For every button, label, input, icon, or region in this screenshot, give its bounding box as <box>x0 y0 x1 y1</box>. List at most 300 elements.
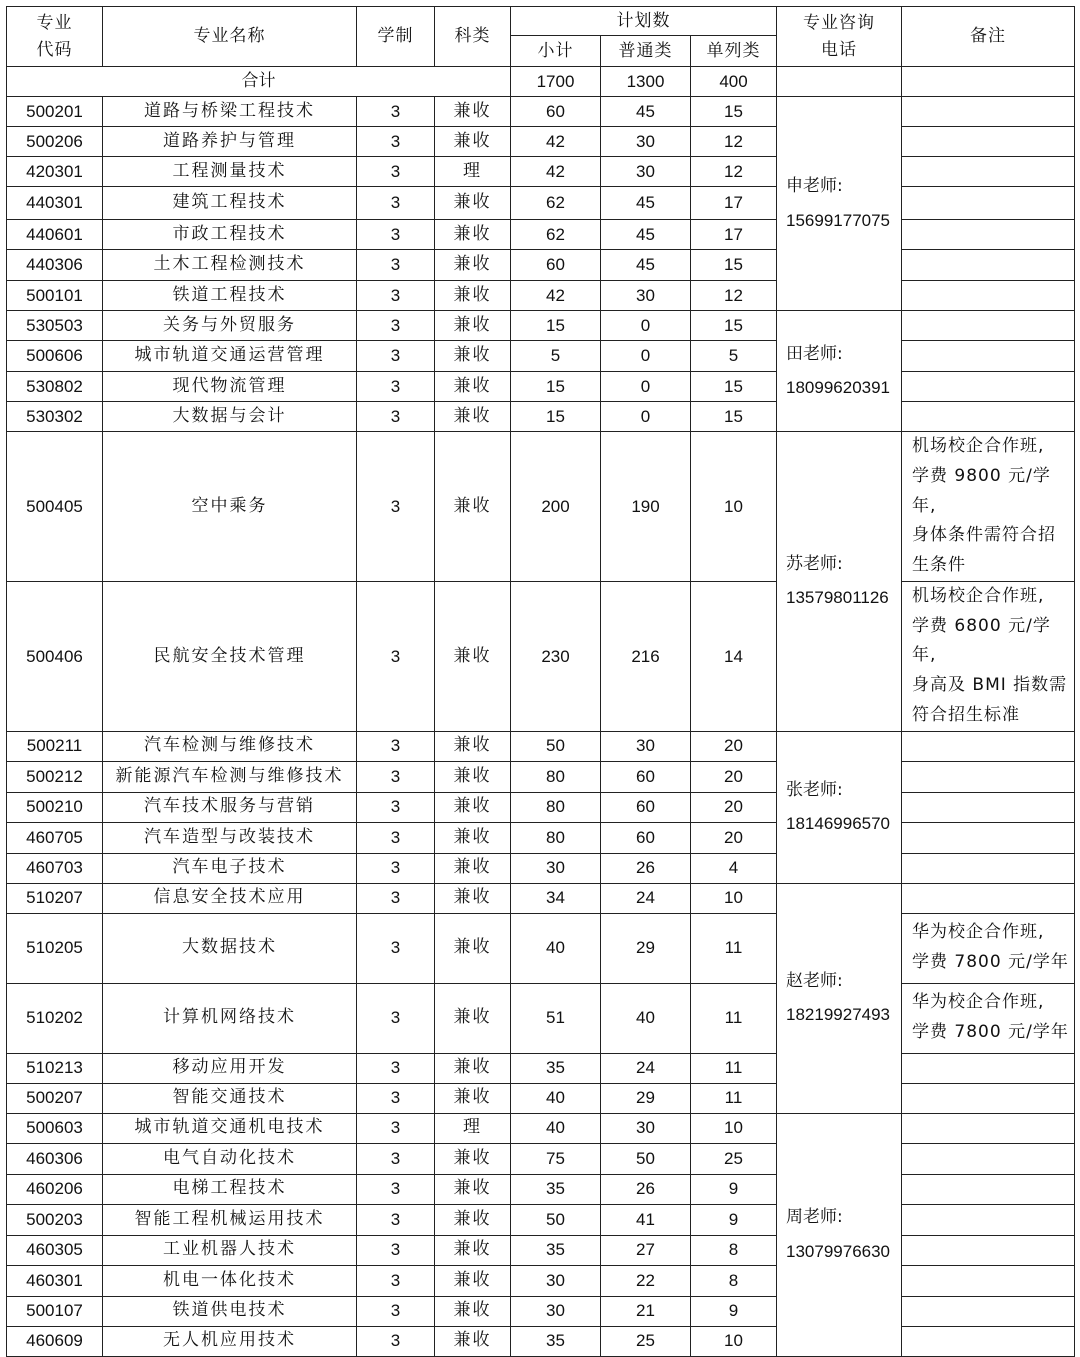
plan-regular: 60 <box>601 792 691 822</box>
major-code: 500203 <box>7 1204 103 1235</box>
duration: 3 <box>357 581 435 731</box>
remark-cell <box>902 822 1075 853</box>
table-row <box>7 1143 1075 1174</box>
contact-teacher: 周老师: <box>786 1207 843 1228</box>
major-code: 500201 <box>7 97 103 127</box>
category: 兼收 <box>435 187 511 220</box>
remark-cell <box>902 432 1075 582</box>
total-regular: 1300 <box>601 67 691 97</box>
major-name: 道路与桥梁工程技术 <box>103 97 357 127</box>
contact-cell <box>777 731 902 883</box>
plan-single: 20 <box>691 761 777 792</box>
major-code: 500101 <box>7 281 103 311</box>
duration: 3 <box>357 1143 435 1174</box>
plan-single: 17 <box>691 187 777 220</box>
major-name: 铁道工程技术 <box>103 281 357 311</box>
remark-cell <box>902 402 1075 432</box>
plan-subtotal: 80 <box>511 761 601 792</box>
plan-regular: 190 <box>601 432 691 582</box>
major-name: 铁道供电技术 <box>103 1296 357 1326</box>
contact-teacher: 田老师: <box>786 343 843 364</box>
plan-regular: 40 <box>601 983 691 1053</box>
category: 兼收 <box>435 1083 511 1113</box>
plan-regular: 24 <box>601 883 691 913</box>
category: 兼收 <box>435 402 511 432</box>
plan-regular: 22 <box>601 1265 691 1296</box>
major-name: 智能交通技术 <box>103 1083 357 1113</box>
plan-regular: 24 <box>601 1053 691 1083</box>
category: 兼收 <box>435 853 511 883</box>
major-code: 460705 <box>7 822 103 853</box>
plan-single: 25 <box>691 1143 777 1174</box>
major-code: 530802 <box>7 372 103 402</box>
header-regular: 普通类 <box>601 36 691 67</box>
remark-cell <box>902 1053 1075 1083</box>
plan-single: 5 <box>691 341 777 372</box>
major-name: 汽车技术服务与营销 <box>103 792 357 822</box>
header-plan: 计划数 <box>511 7 777 36</box>
plan-subtotal: 30 <box>511 1265 601 1296</box>
duration: 3 <box>357 1083 435 1113</box>
contact-cell <box>777 311 902 432</box>
plan-subtotal: 75 <box>511 1143 601 1174</box>
plan-regular: 21 <box>601 1296 691 1326</box>
plan-single: 15 <box>691 311 777 341</box>
contact-teacher: 张老师: <box>786 779 843 800</box>
plan-single: 15 <box>691 372 777 402</box>
duration: 3 <box>357 853 435 883</box>
plan-single: 10 <box>691 883 777 913</box>
major-code: 500603 <box>7 1113 103 1143</box>
category: 兼收 <box>435 1326 511 1356</box>
plan-single: 15 <box>691 402 777 432</box>
category: 兼收 <box>435 822 511 853</box>
plan-subtotal: 30 <box>511 853 601 883</box>
category: 兼收 <box>435 581 511 731</box>
header-single: 单列类 <box>691 36 777 67</box>
duration: 3 <box>357 372 435 402</box>
major-name: 信息安全技术应用 <box>103 883 357 913</box>
table-row <box>7 281 1075 311</box>
total-single: 400 <box>691 67 777 97</box>
duration: 3 <box>357 127 435 157</box>
major-name: 计算机网络技术 <box>103 983 357 1053</box>
table-row <box>7 187 1075 220</box>
category: 兼收 <box>435 1235 511 1265</box>
major-name: 大数据技术 <box>103 913 357 983</box>
plan-regular: 45 <box>601 187 691 220</box>
total-subtotal: 1700 <box>511 67 601 97</box>
plan-single: 9 <box>691 1204 777 1235</box>
plan-regular: 216 <box>601 581 691 731</box>
duration: 3 <box>357 913 435 983</box>
major-code: 460305 <box>7 1235 103 1265</box>
contact-cell <box>777 97 902 311</box>
remark-line: 学费 9800 元/学年, <box>912 465 1051 516</box>
remark-cell <box>902 372 1075 402</box>
remark-line: 生条件 <box>912 555 967 575</box>
table-row <box>7 341 1075 372</box>
duration: 3 <box>357 250 435 281</box>
plan-regular: 26 <box>601 853 691 883</box>
plan-single: 9 <box>691 1174 777 1204</box>
table-row <box>7 883 1075 913</box>
plan-subtotal: 15 <box>511 402 601 432</box>
major-code: 420301 <box>7 157 103 187</box>
major-name: 无人机应用技术 <box>103 1326 357 1356</box>
remark-cell <box>902 311 1075 341</box>
remark-cell <box>902 1296 1075 1326</box>
plan-subtotal: 51 <box>511 983 601 1053</box>
header-code: 专业 代码 <box>7 7 103 67</box>
plan-subtotal: 60 <box>511 250 601 281</box>
plan-single: 20 <box>691 822 777 853</box>
category: 兼收 <box>435 1204 511 1235</box>
duration: 3 <box>357 1326 435 1356</box>
contact-phone: 15699177075 <box>786 210 891 230</box>
table-row <box>7 127 1075 157</box>
major-name: 移动应用开发 <box>103 1053 357 1083</box>
plan-subtotal: 40 <box>511 1113 601 1143</box>
remark-cell <box>902 1083 1075 1113</box>
plan-subtotal: 35 <box>511 1235 601 1265</box>
duration: 3 <box>357 983 435 1053</box>
plan-regular: 27 <box>601 1235 691 1265</box>
category: 理 <box>435 1113 511 1143</box>
category: 理 <box>435 157 511 187</box>
plan-regular: 30 <box>601 731 691 761</box>
plan-subtotal: 230 <box>511 581 601 731</box>
duration: 3 <box>357 1053 435 1083</box>
duration: 3 <box>357 792 435 822</box>
category: 兼收 <box>435 731 511 761</box>
major-name: 工业机器人技术 <box>103 1235 357 1265</box>
plan-subtotal: 80 <box>511 822 601 853</box>
plan-single: 20 <box>691 792 777 822</box>
table-row <box>7 1326 1075 1356</box>
plan-subtotal: 30 <box>511 1296 601 1326</box>
major-name: 土木工程检测技术 <box>103 250 357 281</box>
contact-phone: 13579801126 <box>786 588 889 608</box>
remark-cell <box>902 220 1075 250</box>
major-name: 空中乘务 <box>103 432 357 582</box>
table-row <box>7 311 1075 341</box>
table-row <box>7 731 1075 761</box>
plan-single: 12 <box>691 127 777 157</box>
category: 兼收 <box>435 1053 511 1083</box>
major-code: 500405 <box>7 432 103 582</box>
plan-regular: 50 <box>601 1143 691 1174</box>
table-row <box>7 1204 1075 1235</box>
remark-cell <box>902 187 1075 220</box>
major-name: 新能源汽车检测与维修技术 <box>103 761 357 792</box>
remark-line: 机场校企合作班, <box>912 585 1045 606</box>
major-name: 智能工程机械运用技术 <box>103 1204 357 1235</box>
plan-subtotal: 40 <box>511 913 601 983</box>
contact-phone: 18219927493 <box>786 1005 891 1024</box>
table-row <box>7 220 1075 250</box>
plan-single: 8 <box>691 1265 777 1296</box>
duration: 3 <box>357 281 435 311</box>
plan-regular: 26 <box>601 1174 691 1204</box>
plan-subtotal: 5 <box>511 341 601 372</box>
major-name: 大数据与会计 <box>103 402 357 432</box>
table-row <box>7 983 1075 1053</box>
contact-teacher: 苏老师: <box>786 554 843 575</box>
duration: 3 <box>357 822 435 853</box>
duration: 3 <box>357 402 435 432</box>
duration: 3 <box>357 731 435 761</box>
header-name: 专业名称 <box>103 7 357 67</box>
plan-single: 20 <box>691 731 777 761</box>
plan-single: 11 <box>691 913 777 983</box>
plan-regular: 30 <box>601 281 691 311</box>
plan-regular: 45 <box>601 250 691 281</box>
plan-regular: 0 <box>601 402 691 432</box>
table-row <box>7 1265 1075 1296</box>
plan-single: 10 <box>691 1113 777 1143</box>
major-name: 电气自动化技术 <box>103 1143 357 1174</box>
table-row <box>7 913 1075 983</box>
plan-subtotal: 40 <box>511 1083 601 1113</box>
table-row <box>7 1174 1075 1204</box>
plan-regular: 25 <box>601 1326 691 1356</box>
major-code: 530302 <box>7 402 103 432</box>
plan-single: 11 <box>691 1053 777 1083</box>
remark-cell <box>902 157 1075 187</box>
major-code: 500207 <box>7 1083 103 1113</box>
table-row <box>7 432 1075 582</box>
duration: 3 <box>357 1235 435 1265</box>
plan-single: 10 <box>691 432 777 582</box>
contact-phone: 18099620391 <box>786 378 891 397</box>
remark-cell <box>902 1204 1075 1235</box>
category: 兼收 <box>435 883 511 913</box>
table-row <box>7 792 1075 822</box>
total-remark <box>902 67 1075 97</box>
major-code: 460206 <box>7 1174 103 1204</box>
remark-line: 符合招生标准 <box>912 704 1021 725</box>
major-code: 500206 <box>7 127 103 157</box>
category: 兼收 <box>435 341 511 372</box>
plan-single: 12 <box>691 281 777 311</box>
table-row <box>7 1296 1075 1326</box>
major-name: 民航安全技术管理 <box>103 581 357 731</box>
table-row <box>7 822 1075 853</box>
plan-regular: 60 <box>601 761 691 792</box>
category: 兼收 <box>435 97 511 127</box>
major-name: 城市轨道交通机电技术 <box>103 1113 357 1143</box>
table-row <box>7 761 1075 792</box>
plan-single: 8 <box>691 1235 777 1265</box>
remark-line: 学费 7800 元/学年 <box>912 1022 1069 1042</box>
remark-line: 身高及 BMI 指数需 <box>912 675 1068 695</box>
table-row <box>7 372 1075 402</box>
major-name: 城市轨道交通运营管理 <box>103 341 357 372</box>
category: 兼收 <box>435 281 511 311</box>
header-contact: 专业咨询 电话 <box>777 7 902 67</box>
remark-cell <box>902 581 1075 731</box>
contact-teacher: 赵老师: <box>786 970 843 991</box>
contact-cell <box>777 1113 902 1356</box>
table-row <box>7 1083 1075 1113</box>
remark-cell <box>902 250 1075 281</box>
remark-cell <box>902 731 1075 761</box>
major-name: 道路养护与管理 <box>103 127 357 157</box>
header-subtotal: 小计 <box>511 36 601 67</box>
major-code: 500212 <box>7 761 103 792</box>
table-row <box>7 1235 1075 1265</box>
category: 兼收 <box>435 1265 511 1296</box>
table-row <box>7 1113 1075 1143</box>
table-row <box>7 853 1075 883</box>
major-code: 510213 <box>7 1053 103 1083</box>
major-code: 500406 <box>7 581 103 731</box>
category: 兼收 <box>435 250 511 281</box>
plan-regular: 30 <box>601 1113 691 1143</box>
category: 兼收 <box>435 913 511 983</box>
major-name: 电梯工程技术 <box>103 1174 357 1204</box>
table-row <box>7 157 1075 187</box>
contact-teacher: 申老师: <box>786 176 843 197</box>
category: 兼收 <box>435 1143 511 1174</box>
remark-cell <box>902 1265 1075 1296</box>
remark-cell <box>902 281 1075 311</box>
plan-subtotal: 62 <box>511 220 601 250</box>
remark-line: 华为校企合作班, <box>912 922 1045 943</box>
table-row <box>7 581 1075 731</box>
plan-regular: 60 <box>601 822 691 853</box>
header-remark: 备注 <box>902 7 1075 67</box>
remark-cell <box>902 1143 1075 1174</box>
remark-cell <box>902 983 1075 1053</box>
plan-subtotal: 15 <box>511 372 601 402</box>
category: 兼收 <box>435 220 511 250</box>
major-code: 460301 <box>7 1265 103 1296</box>
total-row <box>7 67 1075 97</box>
contact-cell <box>777 432 902 732</box>
duration: 3 <box>357 97 435 127</box>
duration: 3 <box>357 1296 435 1326</box>
major-code: 500211 <box>7 731 103 761</box>
remark-line: 学费 7800 元/学年 <box>912 952 1069 972</box>
duration: 3 <box>357 883 435 913</box>
category: 兼收 <box>435 432 511 582</box>
duration: 3 <box>357 1113 435 1143</box>
category: 兼收 <box>435 761 511 792</box>
duration: 3 <box>357 1174 435 1204</box>
header-duration: 学制 <box>357 7 435 67</box>
plan-single: 10 <box>691 1326 777 1356</box>
remark-cell <box>902 1235 1075 1265</box>
plan-subtotal: 62 <box>511 187 601 220</box>
table-row <box>7 97 1075 127</box>
major-name: 机电一体化技术 <box>103 1265 357 1296</box>
category: 兼收 <box>435 1296 511 1326</box>
remark-cell <box>902 883 1075 913</box>
major-name: 现代物流管理 <box>103 372 357 402</box>
plan-subtotal: 35 <box>511 1053 601 1083</box>
category: 兼收 <box>435 127 511 157</box>
remark-cell <box>902 1174 1075 1204</box>
total-contact <box>777 67 902 97</box>
remark-line: 身体条件需符合招 <box>912 525 1057 546</box>
plan-regular: 45 <box>601 97 691 127</box>
plan-subtotal: 60 <box>511 97 601 127</box>
plan-regular: 45 <box>601 220 691 250</box>
plan-subtotal: 80 <box>511 792 601 822</box>
plan-regular: 0 <box>601 311 691 341</box>
table-row <box>7 1053 1075 1083</box>
plan-subtotal: 34 <box>511 883 601 913</box>
remark-cell <box>902 853 1075 883</box>
plan-subtotal: 42 <box>511 281 601 311</box>
plan-single: 17 <box>691 220 777 250</box>
remark-line: 学费 6800 元/学年, <box>912 615 1051 666</box>
plan-subtotal: 15 <box>511 311 601 341</box>
category: 兼收 <box>435 372 511 402</box>
plan-subtotal: 42 <box>511 127 601 157</box>
major-name: 市政工程技术 <box>103 220 357 250</box>
duration: 3 <box>357 187 435 220</box>
contact-phone: 18146996570 <box>786 814 891 833</box>
plan-single: 4 <box>691 853 777 883</box>
major-code: 440601 <box>7 220 103 250</box>
major-code: 510207 <box>7 883 103 913</box>
remark-cell <box>902 341 1075 372</box>
plan-single: 12 <box>691 157 777 187</box>
remark-cell <box>902 1326 1075 1356</box>
major-code: 530503 <box>7 311 103 341</box>
plan-regular: 29 <box>601 913 691 983</box>
remark-cell <box>902 1113 1075 1143</box>
total-label: 合计 <box>7 67 511 97</box>
plan-subtotal: 200 <box>511 432 601 582</box>
major-name: 汽车造型与改装技术 <box>103 822 357 853</box>
remark-cell <box>902 97 1075 127</box>
major-code: 460609 <box>7 1326 103 1356</box>
plan-subtotal: 50 <box>511 731 601 761</box>
plan-single: 15 <box>691 97 777 127</box>
header-category: 科类 <box>435 7 511 67</box>
major-name: 建筑工程技术 <box>103 187 357 220</box>
major-code: 500210 <box>7 792 103 822</box>
remark-cell <box>902 792 1075 822</box>
plan-regular: 0 <box>601 341 691 372</box>
category: 兼收 <box>435 792 511 822</box>
plan-subtotal: 50 <box>511 1204 601 1235</box>
major-code: 500606 <box>7 341 103 372</box>
remark-cell <box>902 127 1075 157</box>
plan-regular: 41 <box>601 1204 691 1235</box>
major-name: 关务与外贸服务 <box>103 311 357 341</box>
major-code: 510205 <box>7 913 103 983</box>
table-row <box>7 250 1075 281</box>
plan-single: 11 <box>691 1083 777 1113</box>
duration: 3 <box>357 311 435 341</box>
major-name: 工程测量技术 <box>103 157 357 187</box>
plan-regular: 29 <box>601 1083 691 1113</box>
category: 兼收 <box>435 983 511 1053</box>
plan-regular: 30 <box>601 157 691 187</box>
major-code: 440306 <box>7 250 103 281</box>
plan-single: 15 <box>691 250 777 281</box>
plan-single: 9 <box>691 1296 777 1326</box>
remark-line: 华为校企合作班, <box>912 992 1045 1013</box>
major-code: 510202 <box>7 983 103 1053</box>
plan-single: 11 <box>691 983 777 1053</box>
duration: 3 <box>357 341 435 372</box>
